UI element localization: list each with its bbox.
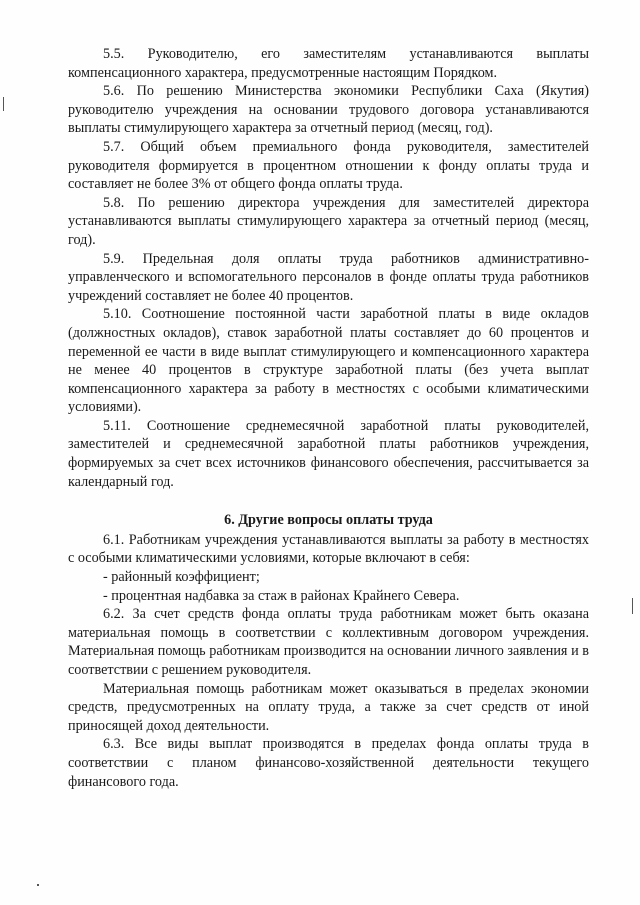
paragraph-5-8: 5.8. По решению директора учреждения для заместителей директора устанавливаются выплаты стимулирующего характера за отчетный период (месяц, год). (68, 194, 589, 248)
scan-edge-mark-right (632, 598, 633, 614)
paragraph-5-6: 5.6. По решению Министерства экономики Республики Саха (Якутия) руководителю учреждения на основании трудового договора устанавливаются выплаты стимулирующего характера за отчетный период (месяц, год). (68, 83, 589, 137)
section-title: 6. Другие вопросы оплаты труда (224, 512, 433, 529)
list-item-regional-coefficient: - районный коэффициент; (103, 569, 260, 586)
paragraph-material-aid: Материальная помощь работникам может оказываться в пределах экономии средств, предусмотренных на оплату труда, а также за счет средств от иной приносящей доход деятельности. (68, 680, 589, 734)
paragraph-6-2: 6.2. За счет средств фонда оплаты труда работникам может быть оказана материальная помощь в соответствии с коллективным договором учреждения. Материальная помощь работникам производится на основании личного заявления и в соответствии с решением руководителя. (68, 606, 589, 678)
paragraph-5-5: 5.5. Руководителю, его заместителям устанавливаются выплаты компенсационного характера, предусмотренные настоящим Порядком. (68, 46, 589, 81)
paragraph-6-1: 6.1. Работникам учреждения устанавливаются выплаты за работу в местностях с особыми климатическими условиями, которые включают в себя: (68, 531, 589, 567)
list-item-north-allowance: - процентная надбавка за стаж в районах Крайнего Севера. (103, 587, 460, 604)
paragraph-5-10: 5.10. Соотношение постоянной части заработной платы в виде окладов (должностных окладов), ставок заработной платы составляет до 60 процентов и переменной ее части в виде выплат стимулирующего и компенсационного характера не менее 40 процентов в структуре заработной платы (без учета выплат компенсационного характера за работу в местностях с особыми климатическими условиями). (68, 306, 589, 416)
paragraph-5-7: 5.7. Общий объем премиального фонда руководителя, заместителей руководителя формируется в процентном отношении к фонду оплаты труда и составляет не более 3% от общего фонда оплаты труда. (68, 138, 589, 193)
scan-edge-mark-bottom-left (37, 884, 39, 886)
scan-edge-mark-left (3, 97, 4, 111)
paragraph-5-11: 5.11. Соотношение среднемесячной заработной платы руководителей, заместителей и среднемесячной заработной платы работников учреждения, формируемых за счет всех источников финансового обеспечения, рассчитывается за календарный год. (68, 417, 589, 490)
paragraph-5-9: 5.9. Предельная доля оплаты труда работников административно-управленческого и вспомогательного персоналов в фонде оплаты труда работников учреждений составляет не более 40 процентов. (68, 250, 589, 304)
document-body (68, 45, 589, 791)
paragraph-6-3: 6.3. Все виды выплат производятся в пределах фонда оплаты труда в соответствии с планом финансово-хозяйственной деятельности текущего финансового года. (68, 736, 589, 790)
